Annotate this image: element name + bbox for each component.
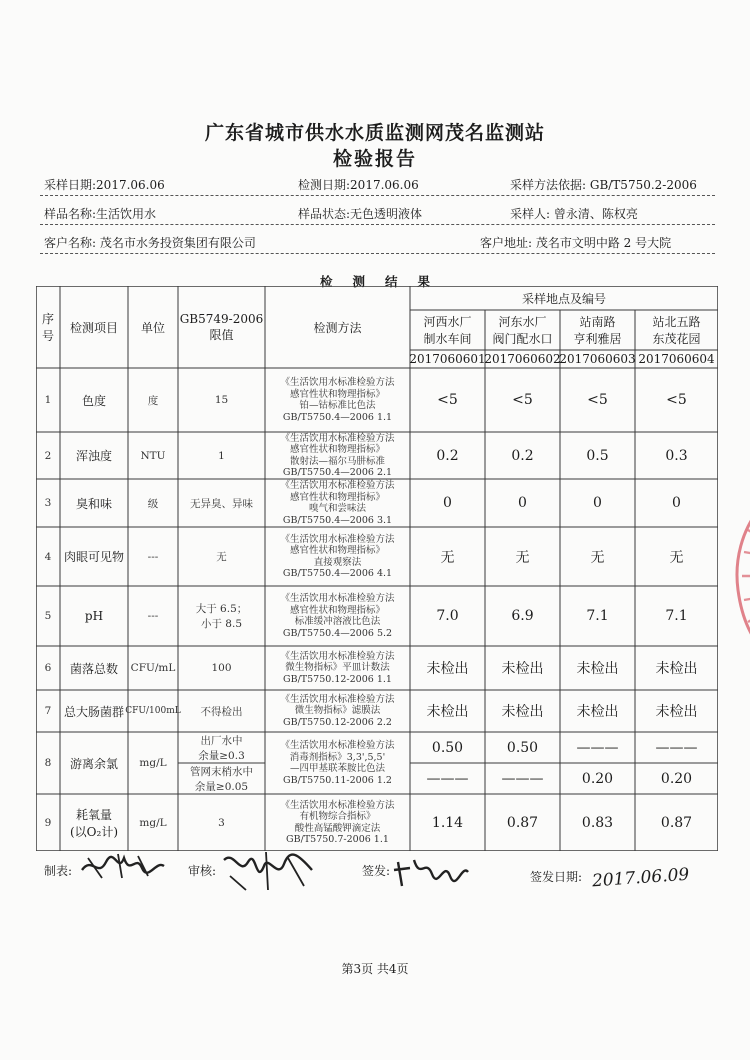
header-item: 检测项目 xyxy=(69,320,118,335)
site-name-text xyxy=(652,313,700,347)
row-value-a: 0.50 xyxy=(431,739,464,756)
row-method-text-line: 《生活饮用水标准检验方法 xyxy=(280,432,395,444)
divider xyxy=(40,195,715,196)
row-limit-text xyxy=(190,496,253,511)
row-method-text-line: 感官性状和物理指标》 xyxy=(289,545,385,556)
row-method-text-line: 酸性高锰酸钾滴定法 xyxy=(294,822,381,834)
row-item xyxy=(60,479,128,527)
row-no: 2 xyxy=(44,449,52,462)
row-item-text-line: 浑浊度 xyxy=(75,449,112,463)
row-method-text-line: GB/T5750.4—2006 2.1 xyxy=(282,467,393,478)
row-method-text-line: 《生活饮用水标准检验方法 xyxy=(280,740,395,751)
row-limit-b-text-line: 余量≥0.05 xyxy=(194,780,249,793)
header-sites-group: 采样地点及编号 xyxy=(521,291,606,306)
row-method-text-line: GB/T5750.12-2006 2.2 xyxy=(283,716,392,728)
row-limit-text-line: 1 xyxy=(218,449,225,462)
row-value: 1.14 xyxy=(431,814,464,831)
row-value: 无 xyxy=(590,549,605,566)
row-method-text-line: 《生活饮用水标准检验方法 xyxy=(280,593,395,604)
header-method: 检测方法 xyxy=(313,320,362,335)
row-item xyxy=(60,690,128,732)
divider xyxy=(40,224,715,225)
red-seal-stamp xyxy=(712,500,750,660)
site-name-text-line: 东茂花园 xyxy=(652,332,701,346)
row-limit-text xyxy=(201,704,243,719)
site-code-4: 2017060604 xyxy=(638,352,715,366)
row-method-text xyxy=(280,534,394,580)
row-limit xyxy=(178,432,265,479)
row-limit-a xyxy=(178,732,265,763)
row-method xyxy=(265,527,410,586)
row-limit-text-line: 100 xyxy=(211,662,232,674)
row-item-text-line: 总大肠菌群 xyxy=(63,704,124,719)
row-limit-text xyxy=(218,450,225,462)
row-unit: mg/L xyxy=(139,816,167,829)
row-item-text-line: 臭和味 xyxy=(75,496,112,511)
header-no-text-line: 序 xyxy=(41,312,54,326)
site-name-3 xyxy=(560,310,635,350)
row-value: 0 xyxy=(518,495,527,511)
row-value: <5 xyxy=(437,392,458,408)
row-method-text xyxy=(280,433,394,479)
row-value-a: 0.50 xyxy=(506,739,539,756)
row-item-text xyxy=(85,609,103,623)
row-value: 7.0 xyxy=(436,608,459,624)
row-method-text-line: 散射法—福尔马肼标准 xyxy=(289,455,385,467)
row-method-text-line: 《生活饮用水标准检验方法 xyxy=(280,533,395,545)
row-value-b: ——— xyxy=(426,770,469,787)
row-item-text xyxy=(70,660,118,677)
row-value: 0.3 xyxy=(665,447,688,464)
row-no: 8 xyxy=(44,757,52,769)
row-method-text-line: 微生物指标》滤膜法 xyxy=(294,705,381,717)
row-unit: 度 xyxy=(147,394,159,407)
row-value-a: ——— xyxy=(576,739,619,756)
row-limit-a-text-line: 出厂水中 xyxy=(200,734,243,747)
row-limit-a-text xyxy=(198,733,245,763)
row-item-text xyxy=(76,447,112,464)
row-limit-text xyxy=(215,394,228,406)
row-value: 未检出 xyxy=(501,704,544,720)
site-name-text xyxy=(573,313,621,347)
row-method-text-line: 标准缓冲溶液比色法 xyxy=(294,616,381,627)
reviewer-label: 审核: xyxy=(188,864,217,878)
site-name-text xyxy=(423,313,471,347)
row-limit xyxy=(178,479,265,527)
sign-date: 2017.06.09 xyxy=(591,864,690,892)
row-limit xyxy=(178,527,265,586)
row-limit-text xyxy=(218,817,225,829)
sign-date-label: 签发日期: xyxy=(530,870,583,884)
row-method xyxy=(265,690,410,732)
row-method xyxy=(265,479,410,527)
row-limit xyxy=(178,368,265,432)
results-table xyxy=(36,286,718,851)
site-name-text-line: 站南路 xyxy=(579,315,616,329)
row-limit-text-line: 不得检出 xyxy=(200,705,243,718)
row-item-text-line: 菌落总数 xyxy=(69,661,118,676)
row-method-text xyxy=(280,800,394,846)
row-limit-a-text-line: 余量≥0.3 xyxy=(198,749,245,762)
row-no: 1 xyxy=(44,394,52,406)
row-value-b: 0.20 xyxy=(660,770,693,787)
row-method-text xyxy=(280,694,394,729)
row-method xyxy=(265,732,410,794)
row-value: 未检出 xyxy=(655,704,698,720)
row-item-text-line: 耗氧量 xyxy=(75,807,112,822)
row-unit: CFU/mL xyxy=(130,662,176,674)
station-title: 广东省城市供水水质监测网茂名监测站 xyxy=(204,122,545,144)
row-item-text-line: (以O₂计) xyxy=(69,824,118,839)
method-basis: 采样方法依据: GB/T5750.2-2006 xyxy=(510,178,697,192)
row-item-text xyxy=(70,755,118,772)
row-method-text-line: 《生活饮用水标准检验方法 xyxy=(280,377,395,388)
row-method-text-line: 感官性状和物理指标》 xyxy=(289,444,385,455)
row-method xyxy=(265,646,410,690)
sample-name: 样品名称:生活饮用水 xyxy=(44,207,157,221)
header-limit-text-line: GB5749-2006 xyxy=(179,311,264,326)
row-value: 0.2 xyxy=(436,447,459,464)
sample-state: 样品状态:无色透明液体 xyxy=(298,207,423,221)
row-method-text-line: 感官性状和物理指标》 xyxy=(289,388,385,400)
row-item xyxy=(60,368,128,432)
row-no: 9 xyxy=(44,816,52,829)
row-method-text-line: 《生活饮用水标准检验方法 xyxy=(280,650,395,662)
header-limit xyxy=(178,286,265,368)
row-method xyxy=(265,368,410,432)
row-method-text-line: GB/T5750.4—2006 4.1 xyxy=(282,568,393,579)
row-no: 3 xyxy=(44,497,52,509)
approver-label: 签发: xyxy=(362,864,391,878)
site-name-text-line: 阀门配水口 xyxy=(492,332,553,346)
row-unit: CFU/100mL xyxy=(125,706,181,716)
row-method-text-line: GB/T5750.4—2006 1.1 xyxy=(282,411,393,423)
header-unit: 单位 xyxy=(140,320,165,335)
row-method-text xyxy=(280,377,394,423)
row-value: <5 xyxy=(512,392,533,408)
row-value: 未检出 xyxy=(501,661,544,677)
test-date: 检测日期:2017.06.06 xyxy=(298,178,419,192)
client-address: 客户地址: 茂名市文明中路 2 号大院 xyxy=(480,236,672,250)
preparer-label: 制表: xyxy=(44,864,73,878)
row-value: 0 xyxy=(593,495,602,511)
row-limit-text-line: 大于 6.5； xyxy=(195,603,248,615)
row-method-text-line: 嗅气和尝味法 xyxy=(308,503,366,514)
site-name-text xyxy=(492,313,552,347)
row-method-text-line: 有机物综合指标》 xyxy=(299,811,376,822)
client-name: 客户名称: 茂名市水务投资集团有限公司 xyxy=(44,236,256,250)
site-code-1: 2017060601 xyxy=(409,352,486,366)
row-item xyxy=(60,646,128,690)
row-value: 未检出 xyxy=(655,661,698,677)
row-unit: mg/L xyxy=(139,757,167,769)
header-no-text-line: 号 xyxy=(41,329,54,343)
row-value: 未检出 xyxy=(426,661,469,677)
row-value: 无 xyxy=(440,549,455,566)
row-method-text-line: 《生活饮用水标准检验方法 xyxy=(280,693,395,705)
row-limit-text-line: 无异臭、异味 xyxy=(190,497,253,510)
site-name-text-line: 站北五路 xyxy=(652,315,701,329)
row-item xyxy=(60,586,128,646)
row-method-text-line: 《生活饮用水标准检验方法 xyxy=(280,480,395,491)
row-unit: NTU xyxy=(140,449,166,462)
row-item-text-line: pH xyxy=(84,609,104,623)
row-item xyxy=(60,527,128,586)
row-method-text xyxy=(280,593,394,639)
row-method-text-line: 微生物指标》平皿计数法 xyxy=(285,662,390,674)
row-value: 未检出 xyxy=(576,661,619,677)
row-limit xyxy=(178,794,265,851)
sample-date: 采样日期:2017.06.06 xyxy=(44,178,165,192)
row-value: 7.1 xyxy=(586,608,609,624)
row-method-text-line: 《生活饮用水标准检验方法 xyxy=(280,799,395,811)
row-value: 未检出 xyxy=(576,704,619,720)
approver-signature xyxy=(392,850,472,890)
row-value: 6.9 xyxy=(511,608,534,624)
row-method-text-line: GB/T5750.7-2006 1.1 xyxy=(286,834,389,845)
row-value-a: ——— xyxy=(655,739,698,756)
row-item-text xyxy=(76,495,112,512)
row-method-text-line: 消毒剂指标》3,3',5,5' xyxy=(289,751,386,763)
row-limit xyxy=(178,646,265,690)
row-limit-text-line: 小于 8.5 xyxy=(200,618,243,630)
row-method-text-line: 铂—钴标准比色法 xyxy=(299,400,376,411)
row-value: 0.87 xyxy=(506,814,539,831)
site-name-text-line: 河东水厂 xyxy=(498,315,547,329)
row-item xyxy=(60,794,128,851)
row-value-b: 0.20 xyxy=(581,770,614,787)
row-method xyxy=(265,794,410,851)
row-method-text xyxy=(280,480,394,526)
row-value-b: ——— xyxy=(501,770,544,787)
row-limit-text-line: 无 xyxy=(216,551,227,563)
row-method-text xyxy=(280,651,394,686)
row-no: 6 xyxy=(44,662,52,674)
row-limit-text xyxy=(216,549,227,564)
reviewer-signature xyxy=(218,846,318,896)
row-item xyxy=(60,432,128,479)
row-method xyxy=(265,586,410,646)
row-method-text-line: —四甲基联苯胺比色法 xyxy=(289,763,385,774)
row-limit-b-text-line: 管网末梢水中 xyxy=(190,765,253,778)
row-value: 0.83 xyxy=(581,814,614,831)
row-item-text xyxy=(64,548,124,565)
row-unit: 级 xyxy=(147,497,159,510)
header-no xyxy=(36,286,60,368)
row-item-text xyxy=(64,703,124,720)
row-value: 无 xyxy=(669,549,684,566)
row-value: 0.5 xyxy=(586,447,609,464)
row-limit-text-line: 15 xyxy=(214,394,229,406)
row-item-text xyxy=(70,806,118,840)
site-name-text-line: 河西水厂 xyxy=(423,315,472,329)
row-item-text-line: 游离余氯 xyxy=(69,756,118,771)
site-code-2: 2017060602 xyxy=(484,352,561,366)
site-name-1 xyxy=(410,310,485,350)
row-limit xyxy=(178,690,265,732)
row-value: 0 xyxy=(672,495,681,511)
row-limit xyxy=(178,586,265,646)
row-value: 7.1 xyxy=(665,608,688,624)
row-value: <5 xyxy=(666,392,687,408)
row-no: 5 xyxy=(44,610,52,622)
row-method-text-line: 感官性状和物理指标》 xyxy=(289,604,385,616)
site-name-text-line: 制水车间 xyxy=(423,332,472,346)
row-limit-b xyxy=(178,763,265,794)
row-method-text-line: 直接观察法 xyxy=(313,556,362,568)
row-method-text-line: GB/T5750.11-2006 1.2 xyxy=(283,774,392,786)
report-title: 检验报告 xyxy=(332,148,417,170)
divider xyxy=(40,253,715,254)
header-no-text xyxy=(42,310,54,344)
preparer-signature xyxy=(78,848,168,884)
row-method-text xyxy=(280,740,394,786)
site-name-text-line: 亨利雅居 xyxy=(573,332,622,346)
row-item-text-line: 肉眼可见物 xyxy=(63,550,124,564)
row-limit-b-text xyxy=(190,764,253,794)
row-method-text-line: GB/T5750.4—2006 3.1 xyxy=(282,514,393,526)
row-no: 7 xyxy=(44,705,52,717)
header-limit-text xyxy=(180,312,264,343)
site-name-4 xyxy=(635,310,718,350)
results-title: 检测结果 xyxy=(319,274,450,289)
row-method xyxy=(265,432,410,479)
row-item xyxy=(60,732,128,794)
row-method-text-line: 感官性状和物理指标》 xyxy=(289,491,385,503)
row-item-text-line: 色度 xyxy=(81,393,106,408)
row-value: <5 xyxy=(587,392,608,408)
row-method-text-line: GB/T5750.4—2006 5.2 xyxy=(282,627,393,639)
site-code-3: 2017060603 xyxy=(559,352,636,366)
sampler: 采样人: 曾永清、陈权亮 xyxy=(510,207,638,221)
row-value: 0.2 xyxy=(511,447,534,464)
row-limit-text xyxy=(211,662,231,674)
row-value: 未检出 xyxy=(426,704,469,720)
site-name-2 xyxy=(485,310,560,350)
page-number: 第3页 共4页 xyxy=(341,962,409,976)
row-unit: --- xyxy=(147,610,159,622)
row-limit-text xyxy=(196,601,248,631)
row-value: 0.87 xyxy=(660,814,693,831)
header-limit-text-line: 限值 xyxy=(209,327,234,342)
row-item-text xyxy=(82,392,106,409)
row-limit-text-line: 3 xyxy=(218,816,225,829)
row-method-text-line: GB/T5750.12-2006 1.1 xyxy=(283,673,392,685)
row-value: 0 xyxy=(443,495,452,511)
row-unit: --- xyxy=(147,550,159,563)
row-value: 无 xyxy=(515,549,530,566)
row-no: 4 xyxy=(44,550,52,563)
